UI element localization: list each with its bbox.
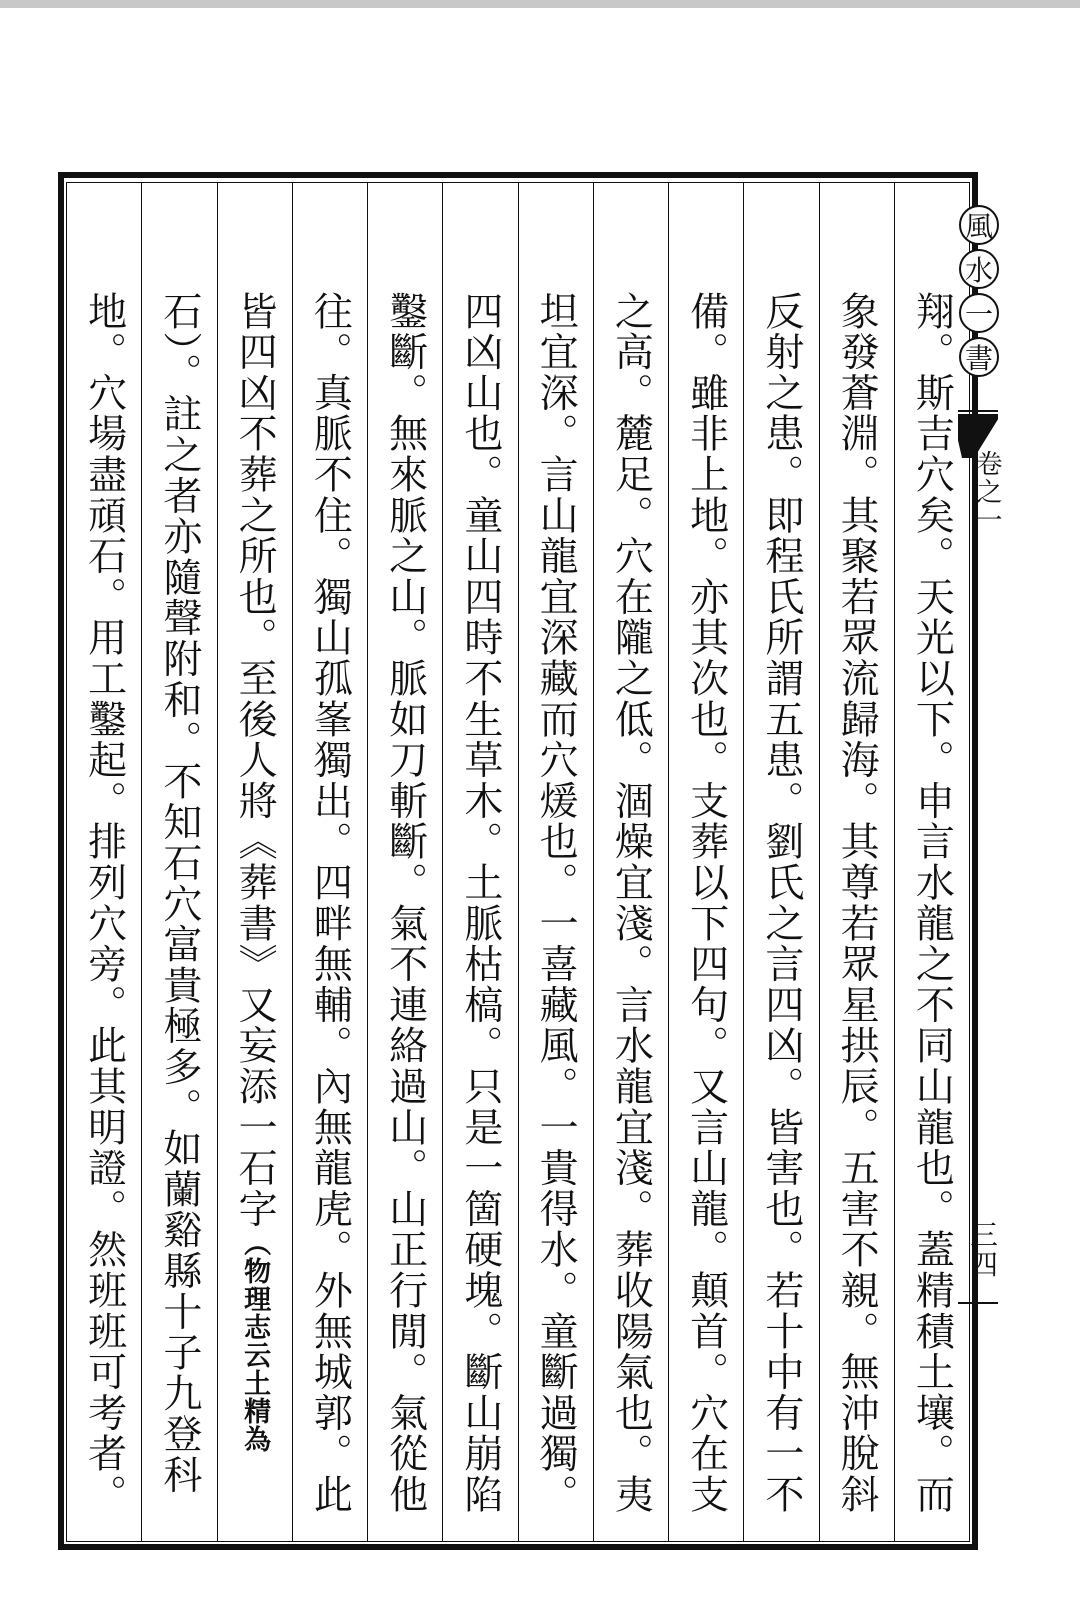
column-text: 象發蒼淵。其聚若眾流歸海。其尊若眾星拱辰。五害不親。無沖脫斜 [834,291,880,1515]
margin-rule-top [958,410,998,412]
column-main-text: 皆四凶不葬之所也。至後人將《葬書》又妄添一石字 [232,291,278,1230]
annotation-note: （物理志云土精為 [239,1229,271,1454]
text-column [743,183,818,1541]
page-number: 三四 [966,1220,999,1280]
column-text: 四凶山也。童山四時不生草木。土脈枯槁。只是一箇硬塊。斷山崩陷 [457,291,503,1515]
column-text: 地。穴場盡頑石。用工鑿起。排列穴旁。此其明證。然班班可考者。 [81,291,127,1515]
column-text: 之高。麓足。穴在隴之低。涸燥宜淺。言水龍宜淺。葬收陽氣也。夷 [608,291,654,1515]
column-text: 反射之患。即程氏所謂五患。劉氏之言四凶。皆害也。若十中有一不 [758,291,804,1515]
volume-label: 卷之一 [972,450,1002,534]
column-text: 備。雖非上地。亦其次也。支葬以下四句。又言山龍。顛首。穴在支 [683,291,729,1515]
text-column [292,183,367,1541]
text-column [217,183,292,1541]
column-text: 石）。註之者亦隨聲附和。不知石穴富貴極多。如蘭谿縣十子九登科 [156,291,202,1496]
title-char: 水 [959,249,999,289]
text-column [593,183,668,1541]
column-text: 翔。斯吉穴矣。天光以下。申言水龍之不同山龍也。蓋精積土壤。而 [909,291,955,1515]
column-text: 鑿斷。無來脈之山。脈如刀斬斷。氣不連絡過山。山正行閒。氣從他 [382,291,428,1515]
margin-rule-bottom [958,1302,998,1304]
text-column [442,183,517,1541]
text-column [819,183,894,1541]
book-title [956,205,1002,381]
column-text: 坦宜深。言山龍宜深藏而穴煖也。一喜藏風。一貴得水。童斷過獨。 [533,291,579,1515]
text-column [141,183,216,1541]
text-column [518,183,593,1541]
title-char: 風 [959,205,999,245]
top-scan-edge [0,0,1080,8]
title-char: 書 [959,337,999,377]
text-column [367,183,442,1541]
column-text: 往。真脈不住。獨山孤峯獨出。四畔無輔。內無龍虎。外無城郭。此 [307,291,353,1515]
text-grid [66,182,970,1542]
text-column [894,183,969,1541]
column-text [232,291,278,1454]
text-column [67,183,141,1541]
title-char: 一 [959,293,999,333]
text-column [668,183,743,1541]
